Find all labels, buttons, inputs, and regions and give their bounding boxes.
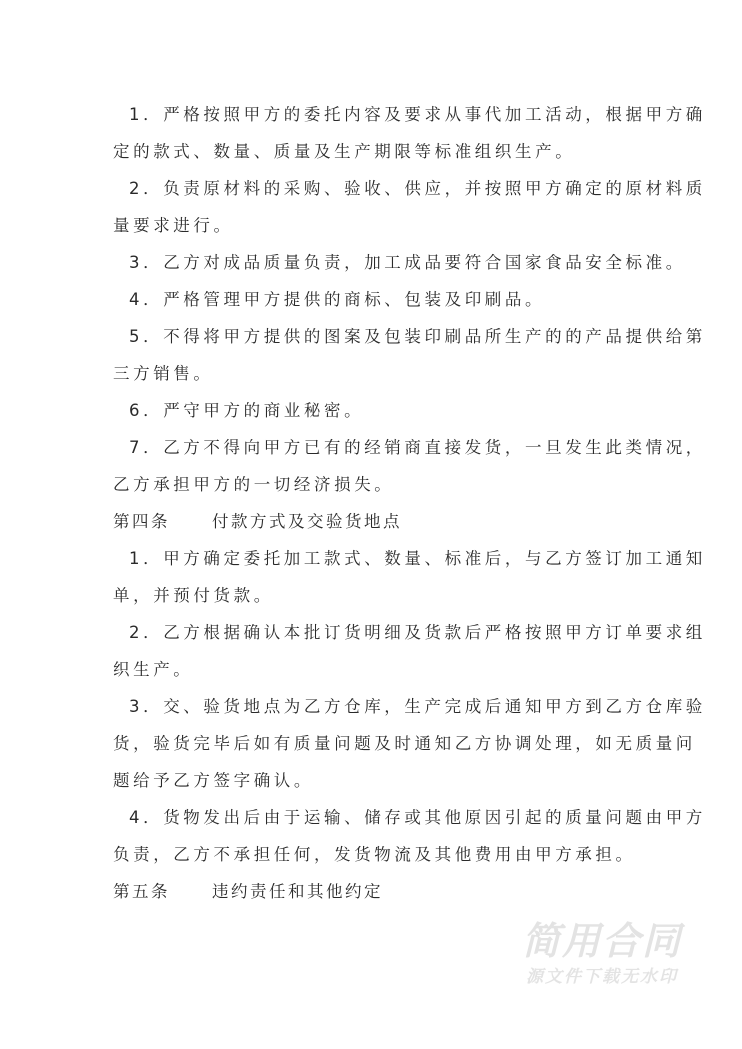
- paragraph-line: 3．乙方对成品质量负责，加工成品要符合国家食品安全标准。: [129, 253, 686, 272]
- paragraph-line: 定的款式、数量、质量及生产期限等标准组织生产。: [113, 142, 576, 161]
- article-heading: [113, 503, 653, 540]
- paragraph-line: 单，并预付货款。: [113, 586, 274, 605]
- paragraph-line: 1．甲方确定委托加工款式、数量、标准后，与乙方签订加工通知: [129, 549, 706, 568]
- article-number: 第五条: [113, 882, 170, 901]
- paragraph-line: 量要求进行。: [113, 216, 234, 235]
- paragraph-line: 7．乙方不得向甲方已有的经销商直接发货，一旦发生此类情况，: [129, 438, 706, 457]
- paragraph-line: 2．负责原材料的采购、验收、供应，并按照甲方确定的原材料质: [129, 179, 706, 198]
- article-title: 付款方式及交验货地点: [212, 512, 402, 531]
- watermark-subtitle: 源文件下载无水印: [526, 967, 678, 987]
- article-number: 第四条: [113, 512, 170, 531]
- article-title: 违约责任和其他约定: [212, 882, 383, 901]
- paragraph-line: 织生产。: [113, 660, 194, 679]
- paragraph-line: 三方销售。: [113, 364, 214, 383]
- watermark-title: 简用合同: [521, 919, 682, 963]
- document-page: [113, 96, 706, 910]
- paragraph-line: 乙方承担甲方的一切经济损失。: [113, 475, 395, 494]
- paragraph-line: 1．严格按照甲方的委托内容及要求从事代加工活动，根据甲方确: [129, 105, 706, 124]
- paragraph-line: 6．严守甲方的商业秘密。: [129, 401, 365, 420]
- watermark: [512, 918, 692, 990]
- paragraph-line: 负责，乙方不承担任何，发货物流及其他费用由甲方承担。: [113, 845, 636, 864]
- paragraph-line: 题给予乙方签字确认。: [113, 771, 314, 790]
- article-heading: [113, 873, 653, 910]
- paragraph-line: 货，验货完毕后如有质量问题及时通知乙方协调处理，如无质量问: [113, 734, 696, 753]
- paragraph-line: 5．不得将甲方提供的图案及包装印刷品所生产的的产品提供给第: [129, 327, 706, 346]
- paragraph-line: 4．严格管理甲方提供的商标、包装及印刷品。: [129, 290, 546, 309]
- paragraph-line: 2．乙方根据确认本批订货明细及货款后严格按照甲方订单要求组: [129, 623, 706, 642]
- paragraph-line: 4．货物发出后由于运输、储存或其他原因引起的质量问题由甲方: [129, 808, 706, 827]
- paragraph-line: 3．交、验货地点为乙方仓库，生产完成后通知甲方到乙方仓库验: [129, 697, 706, 716]
